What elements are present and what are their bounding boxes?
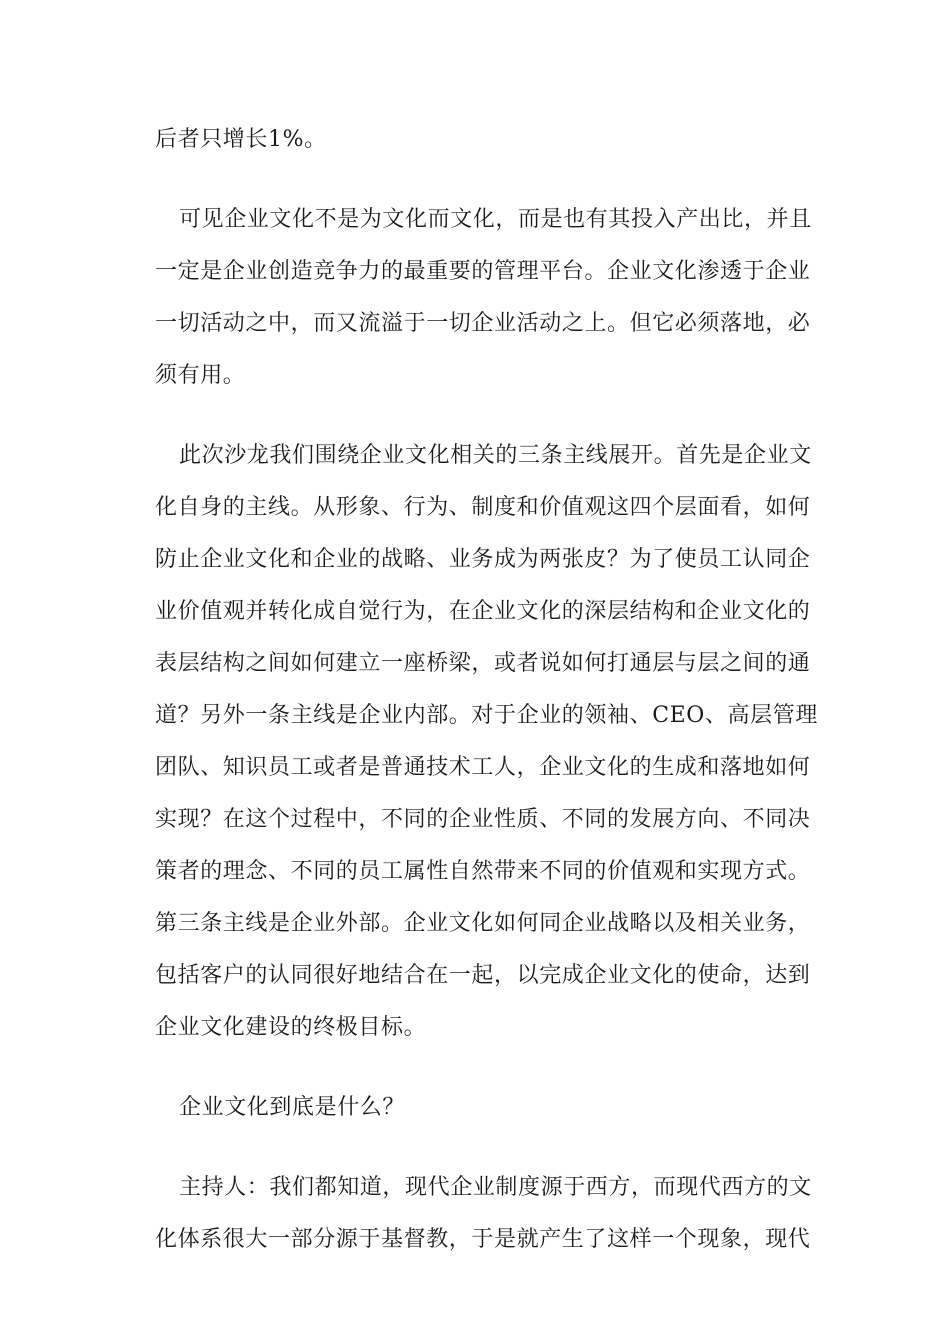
text-line: 此次沙龙我们围绕企业文化相关的三条主线展开。首先是企业文 (179, 443, 812, 468)
text-line: 可见企业文化不是为文化而文化，而是也有其投入产出比，并且 (179, 207, 812, 232)
heading-line: 企业文化到底是什么？ (179, 1095, 406, 1120)
text-line: 须有用。 (155, 363, 246, 388)
paragraph-salon-mainlines (155, 430, 818, 1054)
text-line: 化体系很大一部分源于基督教，于是就产生了这样一个现象，现代 (155, 1227, 811, 1252)
text-line: 一定是企业创造竞争力的最重要的管理平台。企业文化渗透于企业 (155, 259, 811, 284)
text-line: 道？另外一条主线是企业内部。对于企业的领袖、CEO、高层管理 (155, 703, 818, 728)
text-line: 后者只增长1%。 (155, 127, 327, 152)
text-line: 企业文化建设的终极目标。 (155, 1015, 427, 1040)
text-line: 表层结构之间如何建立一座桥梁，或者说如何打通层与层之间的通 (155, 651, 811, 676)
section-heading (155, 1082, 815, 1134)
text-line: 策者的理念、不同的员工属性自然带来不同的价值观和实现方式。 (155, 859, 811, 884)
text-line: 一切活动之中，而又流溢于一切企业活动之上。但它必须落地，必 (155, 311, 811, 336)
text-line: 团队、知识员工或者是普通技术工人，企业文化的生成和落地如何 (155, 755, 811, 780)
text-line: 实现？在这个过程中，不同的企业性质、不同的发展方向、不同决 (155, 807, 811, 832)
document-body (155, 114, 818, 1294)
text-line: 化自身的主线。从形象、行为、制度和价值观这四个层面看，如何 (155, 495, 811, 520)
paragraph-host-intro (155, 1162, 815, 1266)
paragraph-growth-note (155, 114, 815, 166)
paragraph-culture-value (155, 194, 815, 402)
text-line: 业价值观并转化成自觉行为，在企业文化的深层结构和企业文化的 (155, 599, 811, 624)
text-line: 主持人：我们都知道，现代企业制度源于西方，而现代西方的文 (179, 1175, 812, 1200)
text-line: 包括客户的认同很好地结合在一起，以完成企业文化的使命，达到 (155, 963, 811, 988)
text-line: 第三条主线是企业外部。企业文化如何同企业战略以及相关业务， (155, 911, 811, 936)
text-line: 防止企业文化和企业的战略、业务成为两张皮？为了使员工认同企 (155, 547, 811, 572)
